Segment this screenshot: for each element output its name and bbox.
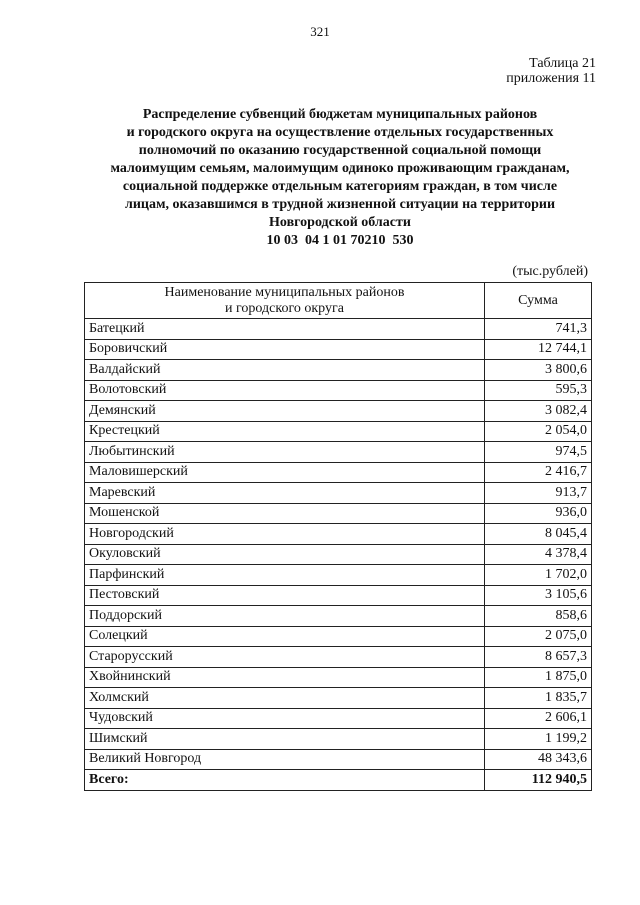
table-row [85,667,592,688]
title-line-1: Распределение субвенций бюджетам муниципальных районов [142,107,538,122]
table-row [85,749,592,770]
table-row [85,401,592,422]
district-name: Пестовский [85,585,485,606]
district-amount: 8 657,3 [485,647,592,668]
title-line-5: социальной поддержке отдельным категориям граждан, в том числе [122,179,558,194]
district-name: Великий Новгород [85,749,485,770]
table-row [85,442,592,463]
column-header-name-line2: и городского округа [225,300,344,316]
table-row [85,319,592,340]
district-amount: 1 702,0 [485,565,592,586]
district-name: Батецкий [85,319,485,340]
total-row [85,770,592,791]
district-name: Любытинский [85,442,485,463]
title-line-3: полномочий по оказанию государственной социальной помощи [138,143,542,158]
district-name: Солецкий [85,626,485,647]
district-name: Старорусский [85,647,485,668]
district-name: Окуловский [85,544,485,565]
district-amount: 48 343,6 [485,749,592,770]
district-name: Парфинский [85,565,485,586]
district-amount: 2 075,0 [485,626,592,647]
table-ref-line1: Таблица 21 [529,56,596,71]
district-amount: 1 199,2 [485,729,592,750]
column-header-sum: Сумма [485,283,592,319]
district-amount: 2 606,1 [485,708,592,729]
table-row [85,421,592,442]
title-line-4: малоимущим семьям, малоимущим одиноко проживающим гражданам, [110,161,570,176]
column-header-name-line1: Наименование муниципальных районов [164,284,405,300]
district-name: Демянский [85,401,485,422]
district-amount: 3 800,6 [485,360,592,381]
title-line-6: лицам, оказавшимся в трудной жизненной ситуации на территории [124,197,556,212]
district-name: Холмский [85,688,485,709]
table-row [85,606,592,627]
table-row [85,626,592,647]
table-row [85,647,592,668]
district-amount: 8 045,4 [485,524,592,545]
district-name: Валдайский [85,360,485,381]
page-number: 321 [310,24,330,39]
table-row [85,462,592,483]
table-row [85,565,592,586]
table-row [85,708,592,729]
subvention-table [84,282,592,791]
district-amount: 4 378,4 [485,544,592,565]
district-name: Маревский [85,483,485,504]
title-line-2: и городского округа на осуществление отдельных государственных [126,125,554,140]
table-header-row [85,283,592,319]
table-row [85,360,592,381]
total-label: Всего: [85,770,485,791]
district-amount: 1 875,0 [485,667,592,688]
table-row [85,524,592,545]
district-name: Поддорский [85,606,485,627]
title-line-7: Новгородской области [269,215,411,230]
district-amount: 2 054,0 [485,421,592,442]
table-ref-line2: приложения 11 [506,71,596,86]
district-amount: 936,0 [485,503,592,524]
district-amount: 1 835,7 [485,688,592,709]
district-name: Боровичский [85,339,485,360]
table-reference [506,56,596,86]
table-row [85,585,592,606]
table-body [85,319,592,791]
table-row [85,503,592,524]
district-amount: 741,3 [485,319,592,340]
district-name: Маловишерский [85,462,485,483]
budget-code: 10 03 04 1 01 70210 530 [266,233,414,248]
district-name: Волотовский [85,380,485,401]
district-amount: 3 105,6 [485,585,592,606]
district-name: Хвойнинский [85,667,485,688]
district-name: Чудовский [85,708,485,729]
document-title [60,106,620,250]
district-amount: 913,7 [485,483,592,504]
table-row [85,688,592,709]
column-header-name [85,283,485,319]
district-name: Мошенской [85,503,485,524]
table-row [85,729,592,750]
district-name: Крестецкий [85,421,485,442]
table-row [85,380,592,401]
total-amount: 112 940,5 [485,770,592,791]
district-amount: 974,5 [485,442,592,463]
table-row [85,483,592,504]
district-amount: 12 744,1 [485,339,592,360]
district-amount: 3 082,4 [485,401,592,422]
units-label: (тыс.рублей) [512,264,588,279]
table-row [85,544,592,565]
district-amount: 2 416,7 [485,462,592,483]
district-amount: 858,6 [485,606,592,627]
district-amount: 595,3 [485,380,592,401]
district-name: Шимский [85,729,485,750]
table-row [85,339,592,360]
district-name: Новгородский [85,524,485,545]
